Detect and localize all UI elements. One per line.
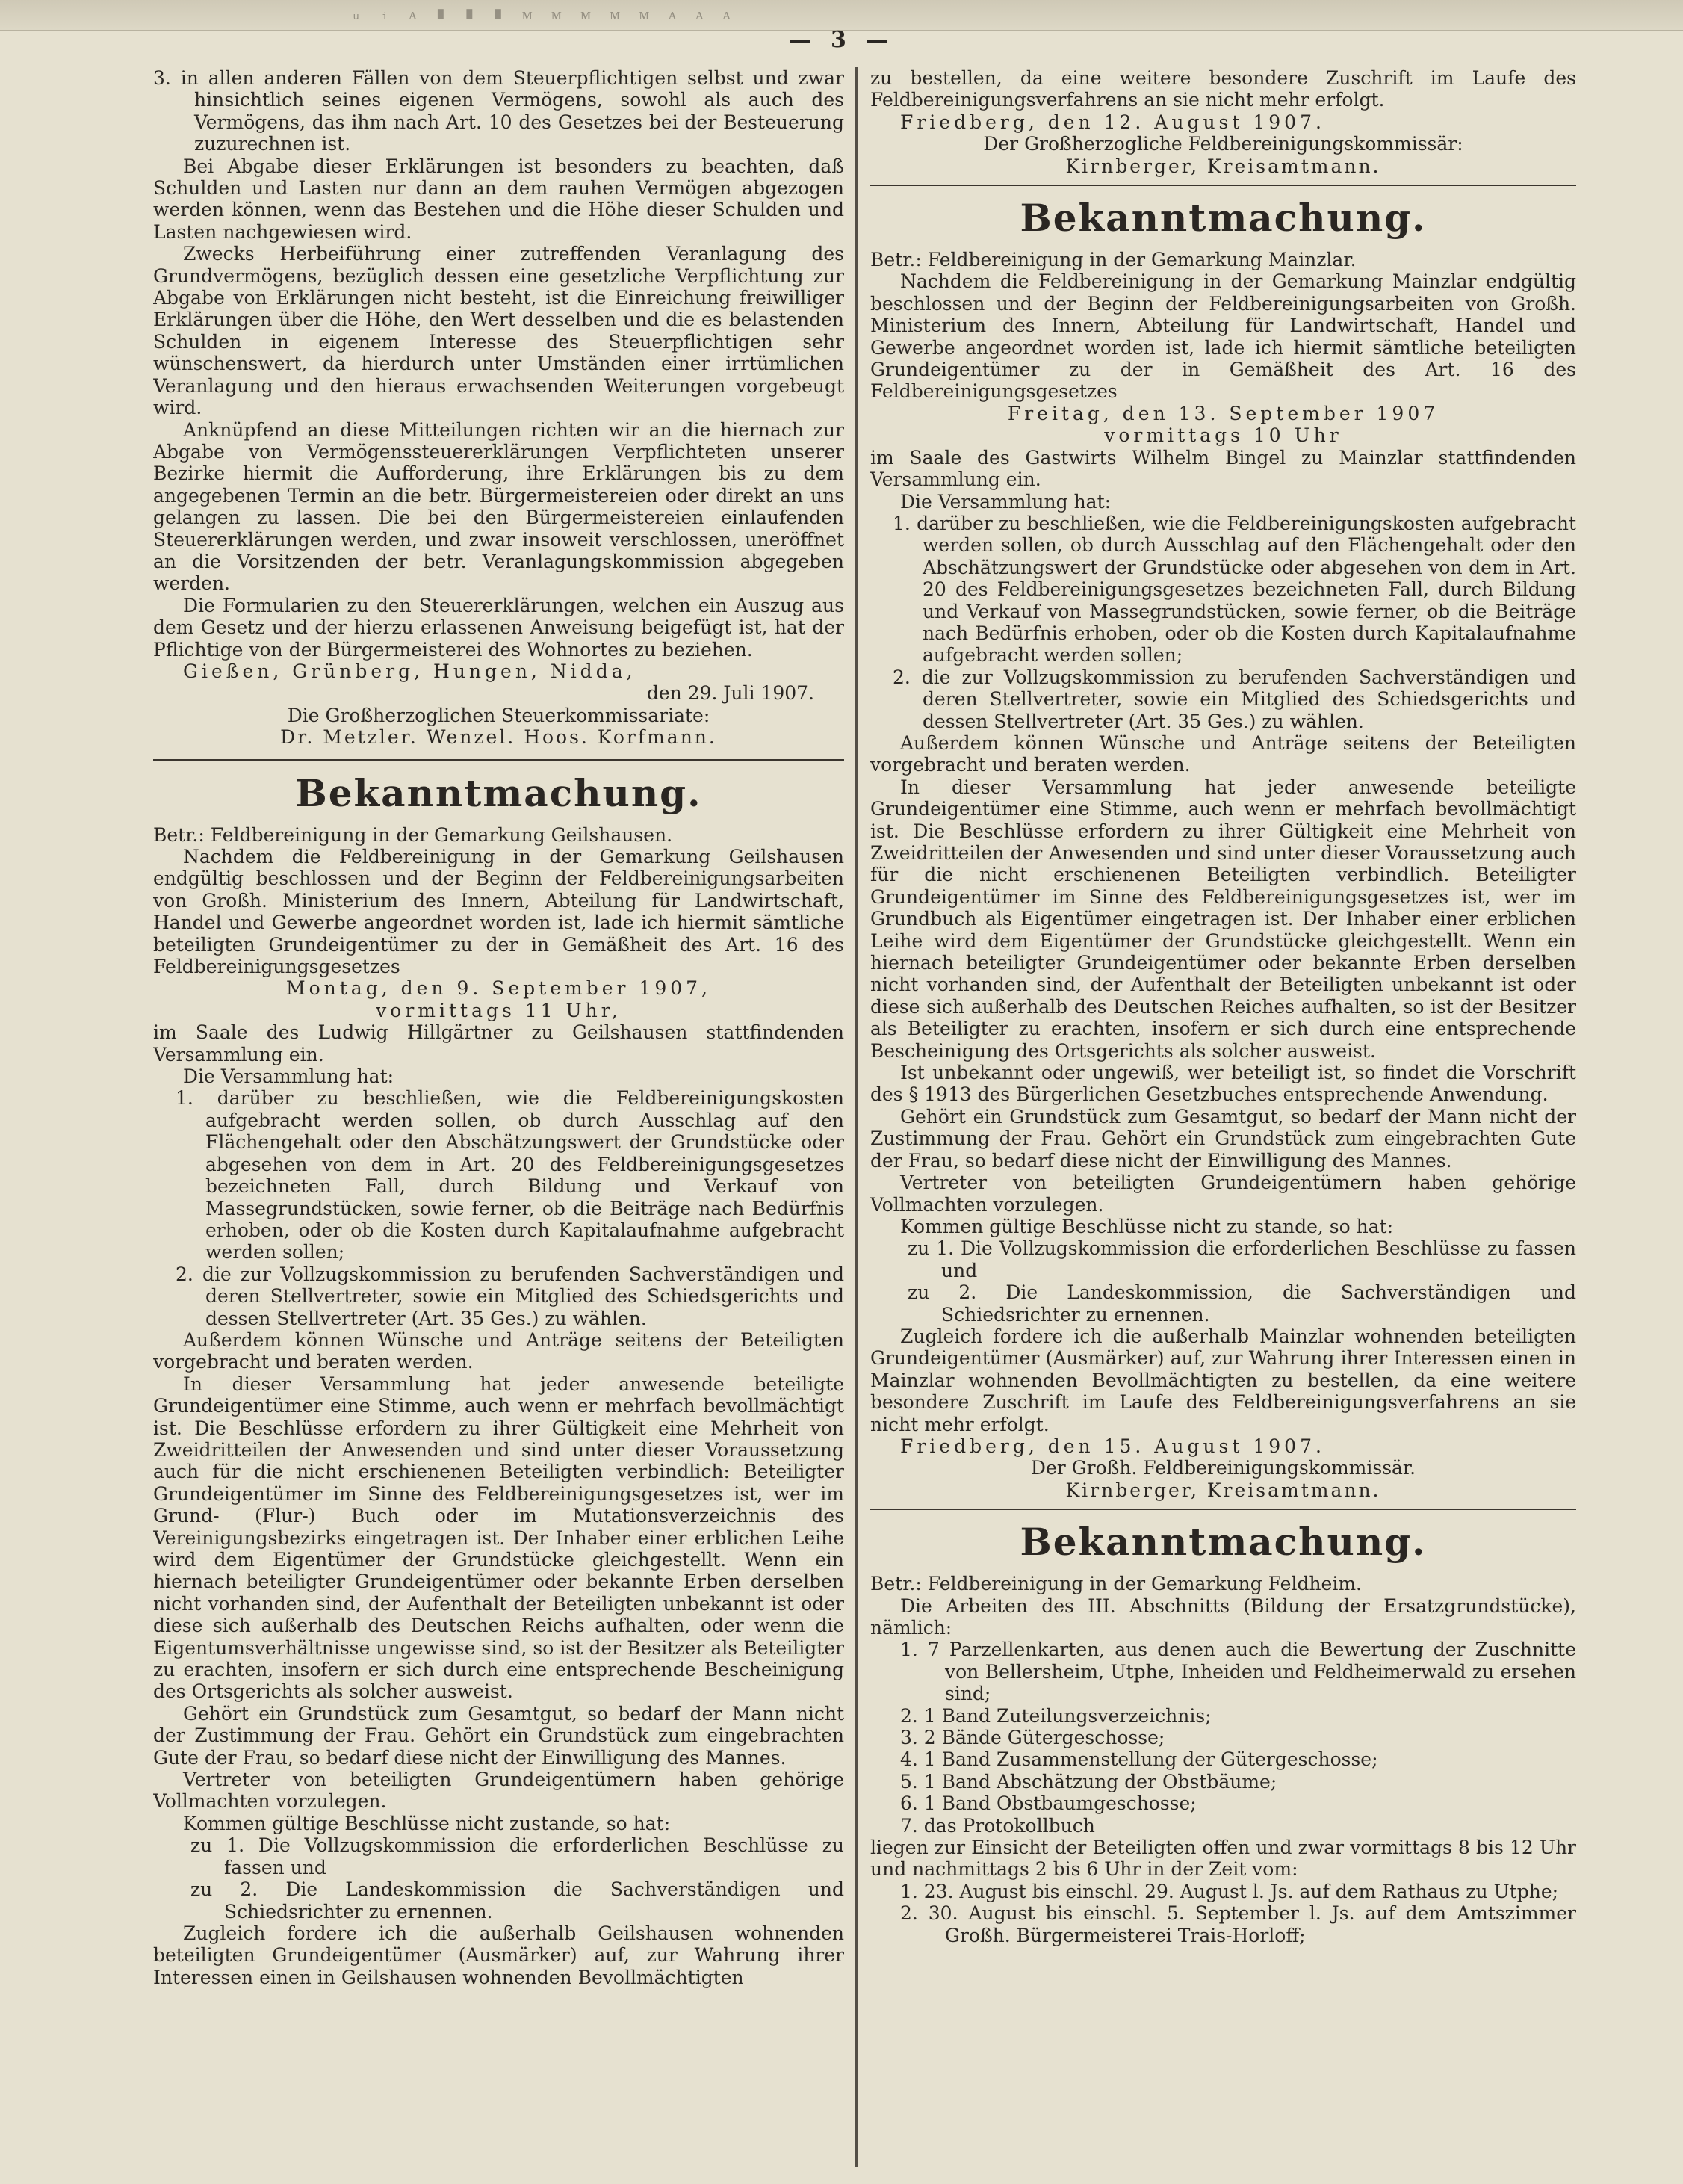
place-line: Gießen, Grünberg, Hungen, Nidda, [183, 660, 636, 682]
paragraph: Nachdem die Feldbereinigung in der Gemarkung Mainzlar endgültig beschlossen und der Beginn der Feldbereinigungsarbeiten von Großh. Ministerium des Innern, Abteilung für Landwirtschaft, Handel und Gewerbe angeordnet worden ist, lade ich hiermit sämtliche beteiligten Grundeigentümer zu der in Gemäßheit des Art. 16 des Feldbereinigungsgesetzes [870, 270, 1576, 403]
masthead-text: ᵤ ᵢ ᴀ ∎ ∎ ∎ ᴍ ᴍ ᴍ ᴍ ᴍ ᴀ ᴀ ᴀ [351, 5, 736, 24]
paragraph: Die Formularien zu den Steuererklärungen, welchen ein Auszug aus dem Gesetz und der hierzu erlassenen Anweisung beigefügt ist, hat der Pflichtige von der Bürgermeisterei des Wohnortes zu beziehen. [153, 594, 844, 661]
paragraph: In dieser Versammlung hat jeder anwesende beteiligte Grundeigentümer eine Stimme, auch wenn er mehrfach bevollmächtigt ist. Die Beschlüsse erfordern zu ihrer Gültigkeit eine Mehrheit von Zweidritteilen der Anwesenden und sind unter dieser Voraussetzung auch für die nicht erschienenen Beteiligten verbindlich. Beteiligter Grundeigentümer im Sinne des Feldbereinigungsgesetzes ist, wer im Grundbuch als Eigentümer eingetragen ist. Der Inhaber einer erblichen Leihe wird dem Eigentümer der Grundstücke gleichgestellt. Wenn ein hiernach beteiligter Grundeigentümer oder bekannte Erben derselben nicht vorhanden sind, der Aufenthalt der Beteiligten unbekannt ist oder diese sich außerhalb des Deutschen Reiches aufhalten, so ist der Besitzer als Beteiligter zu erachten, insofern er sich durch eine entsprechende Bescheinigung des Ortsgerichts als solcher ausweist. [870, 776, 1576, 1062]
paragraph: Bei Abgabe dieser Erklärungen ist besonders zu beachten, daß Schulden und Lasten nur dann an dem rauhen Vermögen abgezogen werden können, wenn das Bestehen und die Höhe dieser Schulden und Lasten nachgewiesen wird. [153, 155, 844, 243]
section-rule [870, 1509, 1576, 1510]
meeting-venue: im Saale des Gastwirts Wilhelm Bingel zu Mainzlar stattfindenden Versammlung ein. [870, 446, 1576, 491]
paragraph: Nachdem die Feldbereinigung in der Gemarkung Geilshausen endgültig beschlossen und der Beginn der Feldbereinigungsarbeiten von Großh. Ministerium des Innern, Abteilung für Landwirtschaft, Handel und Gewerbe angeordnet worden ist, lade ich hiermit sämtliche beteiligten Grundeigentümer zu der in Gemäßheit des Art. 16 des Feldbereinigungsgesetzes [153, 846, 844, 978]
masthead-strip [0, 0, 1683, 31]
list-item: 7. das Protokollbuch [900, 1814, 1095, 1837]
clause-item: zu 2. Die Landeskommission, die Sachverständigen und Schiedsrichter zu ernennen. [908, 1281, 1576, 1325]
agenda-item: 2. die zur Vollzugskommission zu berufenden Sachverständigen und deren Stellvertreter, sowie ein Mitglied des Schiedsgerichts und dessen Stellvertreter (Art. 35 Ges.) zu wählen. [893, 666, 1576, 732]
list-item: 2. 1 Band Zuteilungsverzeichnis; [900, 1704, 1212, 1727]
paragraph: Gehört ein Grundstück zum Gesamtgut, so bedarf der Mann nicht der Zustimmung der Frau. Gehört ein Grundstück zum eingebrachten Gute der Frau, so bedarf diese nicht der Einwilligung des Mannes. [870, 1105, 1576, 1172]
clause-item: zu 2. Die Landeskommission die Sachverständigen und Schiedsrichter zu ernennen. [190, 1878, 844, 1922]
schedule-item: 2. 30. August bis einschl. 5. September l. Js. auf dem Amtszimmer Großh. Bürgermeisterei Trais-Horloff; [900, 1902, 1576, 1946]
date-line: Friedberg, den 15. August 1907. [900, 1435, 1325, 1457]
authority-line: Die Großherzoglichen Steuerkommissariate: [287, 704, 710, 726]
list-item: 5. 1 Band Abschätzung der Obstbäume; [900, 1770, 1277, 1792]
paragraph: Zugleich fordere ich die außerhalb Geilshausen wohnenden beteiligten Grundeigentümer (Ausmärker) auf, zur Wahrung ihrer Interessen einen in Geilshausen wohnenden Bevollmächtigten [153, 1922, 844, 1988]
signer-line: Kirnberger, Kreisamtmann. [1065, 1479, 1381, 1501]
column-divider [855, 67, 858, 2167]
meeting-date: Freitag, den 13. September 1907 [1007, 402, 1439, 424]
paragraph: Außerdem können Wünsche und Anträge seitens der Beteiligten vorgebracht und beraten werden. [870, 731, 1576, 776]
meeting-date: Montag, den 9. September 1907, [286, 977, 711, 1000]
paragraph: Ist unbekannt oder ungewiß, wer beteiligt ist, so findet die Vorschrift des § 1913 des Bürgerlichen Gesetzbuches entsprechende Anwendung. [870, 1062, 1576, 1106]
agenda-item: 2. die zur Vollzugskommission zu berufenden Sachverständigen und deren Stellvertreter, sowie ein Mitglied des Schiedsgerichts und dessen Stellvertreter (Art. 35 Ges.) zu wählen. [176, 1263, 844, 1329]
agenda-item: 1. darüber zu beschließen, wie die Feldbereinigungskosten aufgebracht werden sollen, ob durch Ausschlag auf den Flächengehalt oder den Abschätzungswert der Grundstücke oder abgesehen von dem in Art. 20 des Feldbereinigungsgesetzes bezeichneten Fall, durch Bildung und Verkauf von Massegrundstücken, sowie ferner, ob die Beiträge nach Bedürfnis erhoben, oder ob die Kosten durch Kapitalaufnahme aufgebracht werden sollen; [893, 512, 1576, 666]
notice-heading: Bekanntmachung. [295, 770, 702, 815]
signers-line: Dr. Metzler. Wenzel. Hoos. Korfmann. [280, 726, 717, 749]
page-number: — 3 — [788, 27, 895, 53]
clause-item: zu 1. Die Vollzugskommission die erforderlichen Beschlüsse zu fassen und [190, 1834, 844, 1878]
clause-item: zu 1. Die Vollzugskommission die erforderlichen Beschlüsse zu fassen und [908, 1237, 1576, 1281]
paragraph: Vertreter von beteiligten Grundeigentümern haben gehörige Vollmachten vorzulegen. [153, 1769, 844, 1813]
list-item: 6. 1 Band Obstbaumgeschosse; [900, 1792, 1197, 1815]
right-column [870, 67, 1576, 2169]
notice-heading: Bekanntmachung. [1020, 196, 1427, 241]
agenda-intro: Die Versammlung hat: [900, 490, 1112, 513]
paragraph: Kommen gültige Beschlüsse nicht zu stande, so hat: [900, 1215, 1394, 1237]
paragraph: Außerdem können Wünsche und Anträge seitens der Beteiligten vorgebracht und beraten werden. [153, 1328, 844, 1373]
left-column [153, 67, 844, 2169]
signer-line: Kirnberger, Kreisamtmann. [1065, 155, 1381, 177]
notice-subject: Betr.: Feldbereinigung in der Gemarkung Geilshausen. [153, 823, 673, 846]
paragraph: Zwecks Herbeiführung einer zutreffenden Veranlagung des Grundvermögens, bezüglich dessen eine gesetzliche Verpflichtung zur Abgabe von Erklärungen nicht besteht, ist die Einreichung freiwilliger Erklärungen über die Höhe, den Wert desselben und die es belastenden Schulden in eigenem Interesse des Steuerpflichtigen sehr wünschenswert, da hierdurch unter Umständen einer irrtümlichen Veranlagung und den hieraus erwachsenden Weiterungen vorgebeugt wird. [153, 243, 844, 419]
meeting-venue: im Saale des Ludwig Hillgärtner zu Geilshausen stattfindenden Versammlung ein. [153, 1021, 844, 1065]
paragraph: zu bestellen, da eine weitere besondere Zuschrift im Laufe des Feldbereinigungsverfahrens an sie nicht mehr erfolgt. [870, 67, 1576, 111]
notice-heading: Bekanntmachung. [1020, 1520, 1427, 1565]
date-line: Friedberg, den 12. August 1907. [900, 111, 1325, 133]
official-line: Der Großherzogliche Feldbereinigungskommissär: [983, 133, 1463, 155]
agenda-intro: Die Versammlung hat: [183, 1065, 394, 1088]
meeting-time: vormittags 11 Uhr, [376, 999, 622, 1021]
schedule-item: 1. 23. August bis einschl. 29. August l. Js. auf dem Rathaus zu Utphe; [900, 1880, 1559, 1902]
list-item: 1. 7 Parzellenkarten, aus denen auch die Bewertung der Zuschnitte von Bellersheim, Utphe, Inheiden und Feldheimerwald zu ersehen sind; [900, 1639, 1576, 1705]
meeting-time: vormittags 10 Uhr [1104, 424, 1342, 447]
notice-subject: Betr.: Feldbereinigung in der Gemarkung Mainzlar. [870, 249, 1357, 271]
list-item: 3. 2 Bände Gütergeschosse; [900, 1727, 1165, 1749]
paragraph: In dieser Versammlung hat jeder anwesende beteiligte Grundeigentümer eine Stimme, auch wenn er mehrfach bevollmächtigt ist. Die Beschlüsse erfordern zu ihrer Gültigkeit eine Mehrheit von Zweidritteilen der Anwesenden und sind unter dieser Voraussetzung auch für die nicht erschienenen Beteiligten verbindlich: Beteiligter Grundeigentümer im Sinne des Feldbereinigungsgesetzes ist, wer im Grund- (Flur-) Buch oder im Mutationsverzeichnis des Vereinigungsbezirks eingetragen ist. Der Inhaber einer erblichen Leihe wird dem Eigentümer der Grundstücke gleichgestellt. Wenn ein hiernach beteiligter Grundeigentümer oder bekannte Erben derselben nicht vorhanden sind, der Aufenthalt der Beteiligten unbekannt ist oder diese sich außerhalb des Deutschen Reichs aufhalten, oder wenn die Eigentumsverhältnisse ungewisse sind, so ist der Besitzer als Beteiligter zu erachten, insofern er sich durch eine entsprechende Bescheinigung des Ortsgerichts als solcher ausweist. [153, 1373, 844, 1703]
paragraph: Gehört ein Grundstück zum Gesamtgut, so bedarf der Mann nicht der Zustimmung der Frau. Gehört ein Grundstück zum eingebrachten Gute der Frau, so bedarf diese nicht der Einwilligung des Mannes. [153, 1702, 844, 1769]
paragraph: Anknüpfend an diese Mitteilungen richten wir an die hiernach zur Abgabe von Vermögenssteuererklärungen Verpflichteten unserer Bezirke hiermit die Aufforderung, ihre Erklärungen bis zu dem angegebenen Termin an die betr. Bürgermeistereien oder direkt an uns gelangen zu lassen. Die bei den Bürgermeistereien einlaufenden Steuererklärungen werden, und zwar insoweit verschlossen, uneröffnet an die Vorsitzenden der betr. Veranlagungskommission abgegeben werden. [153, 418, 844, 595]
official-line: Der Großh. Feldbereinigungskommissär. [1030, 1457, 1416, 1479]
notice-subject: Betr.: Feldbereinigung in der Gemarkung Feldheim. [870, 1573, 1362, 1595]
paragraph: 3. in allen anderen Fällen von dem Steuerpflichtigen selbst und zwar hinsichtlich seines eigenen Vermögens, sowohl als auch des Vermögens, das ihm nach Art. 10 des Gesetzes bei der Besteuerung zuzurechnen ist. [153, 67, 844, 155]
paragraph: Vertreter von beteiligten Grundeigentümern haben gehörige Vollmachten vorzulegen. [870, 1172, 1576, 1216]
list-item: 4. 1 Band Zusammenstellung der Gütergeschosse; [900, 1748, 1378, 1771]
date-line: den 29. Juli 1907. [646, 682, 814, 705]
paragraph: liegen zur Einsicht der Beteiligten offen und zwar vormittags 8 bis 12 Uhr und nachmittags 2 bis 6 Uhr in der Zeit vom: [870, 1837, 1576, 1881]
paragraph: Zugleich fordere ich die außerhalb Mainzlar wohnenden beteiligten Grundeigentümer (Ausmärker) auf, zur Wahrung ihrer Interessen einen in Mainzlar wohnenden Bevollmächtigten zu bestellen, da eine weitere besondere Zuschrift im Laufe des Feldbereinigungsverfahrens an sie nicht mehr erfolgt. [870, 1325, 1576, 1435]
paragraph: Die Arbeiten des III. Abschnitts (Bildung der Ersatzgrundstücke), nämlich: [870, 1594, 1576, 1639]
section-rule [870, 185, 1576, 186]
paragraph: Kommen gültige Beschlüsse nicht zustande, so hat: [183, 1812, 671, 1834]
agenda-item: 1. darüber zu beschließen, wie die Feldbereinigungskosten aufgebracht werden sollen, ob durch Ausschlag auf den Flächengehalt oder den Abschätzungswert der Grundstücke oder abgesehen von dem in Art. 20 des Feldbereinigungsgesetzes bezeichneten Fall, durch Bildung und Verkauf von Massegrundstücken, sowie ferner, ob die Beiträge nach Bedürfnis erhoben, oder ob die Kosten durch Kapitalaufnahme aufgebracht werden sollen; [176, 1087, 844, 1263]
section-rule [153, 759, 844, 761]
